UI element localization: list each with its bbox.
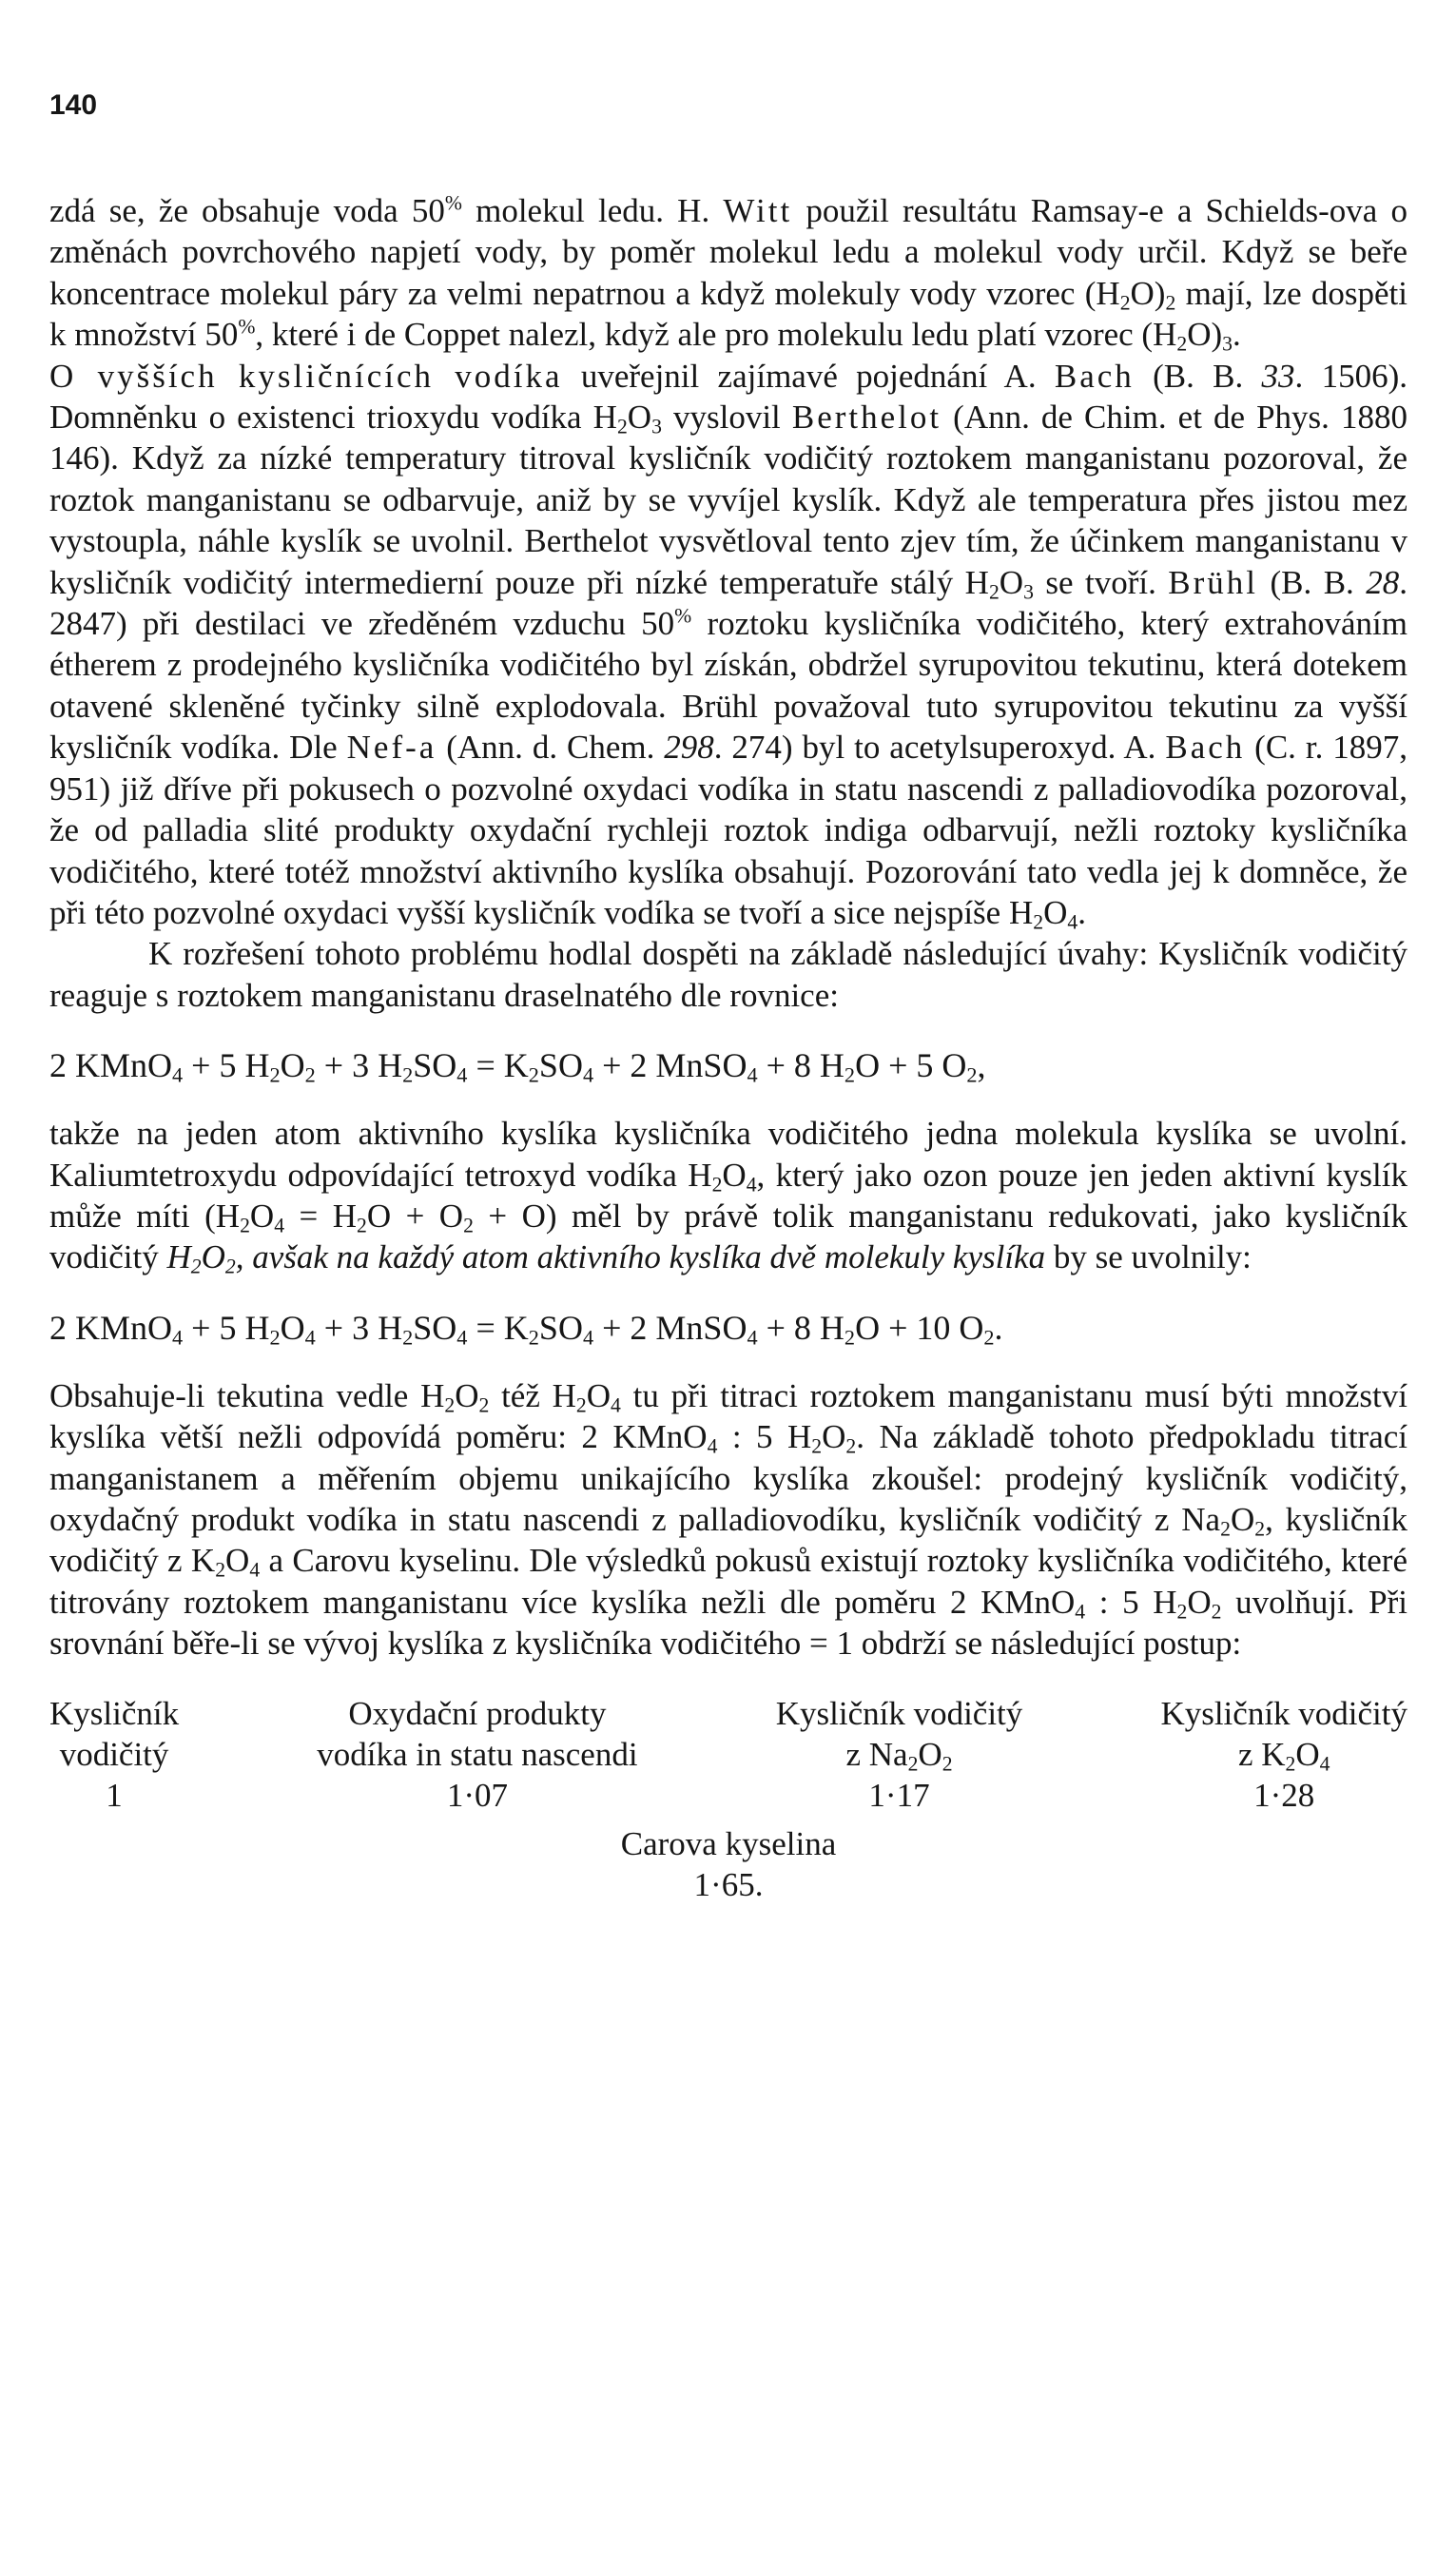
text-run: 4: [274, 1214, 285, 1237]
text-run: H: [166, 1238, 191, 1276]
text-run: (B. B.: [1258, 563, 1367, 601]
extra-value: 1·65.: [693, 1865, 764, 1903]
results-column: [317, 1693, 637, 1816]
text-run: 28: [1366, 563, 1400, 601]
text-run: (Ann. de Chim. et de Phys. 1880 146). Když za nízké temperatury titroval kysličník vodičitý roztokem manganistanu pozoroval, že roztok manganistanu se odbarvuje, aniž by se vyvíjel kyslík. Když ale temperatura přes jistou mez vystoupla, náhle kyslík se uvolnil. Berthelot vysvětloval tento zjev tím, že účinkem manganistanu v kysličník vodičitý intermedierní pouze při nízké temperatuře stálý H: [49, 399, 1408, 601]
text-run: se tvoří.: [1033, 563, 1169, 601]
text-run: O: [1230, 1500, 1255, 1538]
text-run: , avšak na každý atom aktivního kyslíka dvě molekuly kyslíka: [235, 1238, 1046, 1276]
page-number: 140: [49, 89, 98, 121]
text-run: 3: [1222, 332, 1233, 356]
text-run: O): [1187, 316, 1223, 354]
text-run: z Na: [845, 1735, 908, 1773]
results-column: [776, 1693, 1023, 1816]
text-run: (Ann. d. Chem.: [437, 729, 665, 767]
column-header-line: [1160, 1693, 1407, 1734]
paragraph: [49, 1113, 1407, 1278]
text-run: 3: [1023, 580, 1034, 604]
text-run: (C. r. 1897, 951) již dříve při pokusech o pozvolné oxydaci vodíka in statu nascendi z palladiovodíka pozoroval, že od palladia slité produkty oxydační rychleji roztok indiga odbarvují, nežli roztoky kysličníka vodičitého, které totéž množství aktivního kyslíka obsahují. Pozorování tato vedla jej k domněce, že při této pozvolné oxydaci vyšší kysličník vodíka se tvoří a sice nejspíše H: [49, 729, 1407, 931]
column-value: 1·07: [446, 1776, 508, 1814]
text-run: 2: [463, 1214, 474, 1237]
text-run: 2: [240, 1214, 250, 1237]
text-run: uvolňují. Při srovnání běře-li se vývoj kyslíka z kysličníka vodičitého = 1 obdrží se následující postup:: [49, 1583, 1407, 1663]
text-run: SO: [538, 1308, 583, 1347]
text-run: + 5 H: [183, 1308, 270, 1347]
text-run: 2: [1033, 910, 1044, 934]
text-run: molekul ledu. H.: [461, 192, 724, 229]
results-column: [49, 1693, 179, 1816]
text-run: SO: [413, 1308, 457, 1347]
text-run: O: [249, 1197, 275, 1235]
text-run: 2: [983, 1325, 995, 1350]
text-run: 2: [402, 1325, 414, 1350]
text-run: 2: [269, 1062, 281, 1087]
text-run: .: [1077, 893, 1086, 931]
text-run: použil resultátu Ramsay-e a Schields-ova o změnách povrchového napjetí vody, by poměr molekul ledu a molekul vody určil. Když se beře koncentrace molekul páry za velmi nepatrnou a když molekuly vody vzorec (H: [49, 192, 1407, 312]
text-run: : 5 H: [717, 1418, 812, 1456]
text-run: 2: [1220, 1517, 1231, 1541]
text-run: . 2847) při destilaci ve zředěném vzduchu 50: [49, 563, 1407, 643]
text-run: Oxydační produkty: [348, 1694, 607, 1732]
column-header-line: [317, 1734, 637, 1775]
results-column: [1160, 1693, 1407, 1816]
text-run: Nef-a: [346, 729, 437, 767]
text-run: 4: [456, 1062, 468, 1087]
text-run: K rozřešení tohoto problému hodlal dospěti na základě následující úvahy: Kysličník vodičitý reaguje s roztokem manganistanu draselnatého dle rovnice:: [49, 935, 1407, 1014]
text-run: 2: [224, 1255, 236, 1278]
text-run: %: [674, 604, 692, 628]
text-run: O: [225, 1542, 250, 1580]
text-run: ,: [977, 1046, 986, 1085]
text-run: , které i de Coppet nalezl, když ale pro molekulu ledu platí vzorec (H: [255, 316, 1177, 354]
text-run: + 5 H: [183, 1046, 270, 1085]
text-run: 298: [664, 729, 714, 767]
text-run: vyslovil: [661, 399, 792, 437]
column-value: 1: [106, 1776, 123, 1814]
text-run: 2: [1211, 1600, 1222, 1624]
text-run: Witt: [723, 192, 793, 229]
text-run: O + 10 O: [855, 1308, 984, 1347]
text-run: O: [627, 399, 652, 437]
column-header-line: [1160, 1734, 1407, 1775]
text-run: + 8 H: [757, 1308, 844, 1347]
text-run: 4: [747, 1325, 758, 1350]
text-run: 2: [444, 1393, 456, 1417]
text-run: 2: [1165, 291, 1176, 315]
text-run: Kysličník: [49, 1694, 180, 1732]
column-header-line: [776, 1734, 1023, 1775]
text-run: O: [280, 1308, 305, 1347]
text-run: Bach: [1054, 357, 1135, 395]
text-run: by se uvolnily:: [1045, 1238, 1252, 1276]
text-run: takže na jeden atom aktivního kyslíka kysličníka vodičitého jedna molekula kyslíka se uvolní. Kaliumtetroxydu odpovídající tetroxyd vodíka H: [49, 1115, 1407, 1194]
text-run: 2: [190, 1255, 202, 1278]
text-run: = H: [284, 1197, 357, 1235]
text-run: 4: [172, 1325, 184, 1350]
text-run: 4: [249, 1558, 261, 1582]
paragraph: [49, 356, 1407, 934]
text-run: 2: [1176, 1600, 1188, 1624]
text-run: 4: [1319, 1752, 1330, 1776]
text-run: Obsahuje-li tekutina vedle H: [49, 1376, 445, 1414]
text-run: Kysličník vodičitý: [1160, 1694, 1407, 1732]
text-run: 3: [651, 415, 662, 438]
chemical-equation: [49, 1307, 1407, 1349]
text-run: 4: [456, 1325, 468, 1350]
text-run: %: [444, 191, 462, 215]
text-run: též H: [489, 1376, 576, 1414]
text-run: 2: [616, 415, 628, 438]
text-run: O: [822, 1418, 846, 1456]
text-run: 2: [478, 1393, 490, 1417]
text-run: 2: [988, 580, 1000, 604]
text-run: O: [586, 1376, 612, 1414]
text-run: . 274) byl to acetylsuperoxyd. A.: [713, 729, 1166, 767]
text-run: O: [455, 1376, 479, 1414]
text-run: . 1506). Domněnku o existenci trioxydu vodíka H: [49, 357, 1408, 437]
text-run: + 2 MnSO: [593, 1308, 747, 1347]
results-table: [49, 1693, 1407, 1816]
text-run: uveřejnil zajímavé pojednání A.: [562, 357, 1055, 395]
text-run: 4: [1067, 910, 1078, 934]
text-run: 4: [582, 1325, 594, 1350]
paragraph: [49, 933, 1407, 1016]
text-run: tu při titraci roztokem manganistanu musí býti množství kyslíka větší nežli odpovídá poměru: 2 KMnO: [49, 1376, 1408, 1456]
text-run: 4: [172, 1062, 184, 1087]
text-run: O: [918, 1735, 942, 1773]
text-run: vodičitý: [59, 1735, 169, 1773]
text-run: vodíka in statu nascendi: [317, 1735, 638, 1773]
text-run: O: [1187, 1583, 1212, 1621]
paragraphs: [49, 190, 1407, 1665]
text-run: SO: [413, 1046, 457, 1085]
text-run: = K: [467, 1308, 529, 1347]
text-run: 2: [215, 1558, 226, 1582]
text-run: O): [1130, 274, 1166, 312]
text-run: 2: [907, 1752, 919, 1776]
column-header-line: [317, 1693, 637, 1734]
text-run: O: [201, 1238, 225, 1276]
text-run: 4: [747, 1062, 758, 1087]
text-run: 2: [575, 1393, 587, 1417]
text-run: 2: [356, 1214, 367, 1237]
text-run: a Carovu kyselinu. Dle výsledků pokusů existují roztoky kysličníka vodičitého, které titrovány roztokem manganistanu více kyslíka nežli dle poměru 2 KMnO: [49, 1542, 1407, 1621]
text-run: 4: [746, 1172, 757, 1196]
text-run: Bach: [1165, 729, 1246, 767]
text-run: O: [280, 1046, 305, 1085]
text-run: mají, lze dospěti k množství 50: [49, 274, 1407, 354]
text-run: z K: [1237, 1735, 1286, 1773]
text-run: O: [722, 1156, 747, 1194]
text-run: + O) měl by právě tolik manganistanu redukovati, jako kysličník vodičitý: [49, 1197, 1408, 1276]
text-run: .: [1233, 316, 1241, 354]
paragraph: [49, 190, 1407, 356]
text-run: 2: [1119, 291, 1131, 315]
column-value: 1·17: [868, 1776, 930, 1814]
text-run: 2 KMnO: [49, 1308, 173, 1347]
text-run: .: [994, 1308, 1003, 1347]
text-run: 2: [811, 1434, 823, 1458]
text-run: 2: [844, 1062, 856, 1087]
paragraph: [49, 1375, 1407, 1665]
text-run: 2 KMnO: [49, 1046, 173, 1085]
text-run: 2: [844, 1325, 856, 1350]
results-extra: [49, 1823, 1407, 1905]
text-run: 33: [1261, 357, 1295, 395]
text-run: 2: [845, 1434, 857, 1458]
text-run: 2: [402, 1062, 414, 1087]
column-header-line: [776, 1693, 1023, 1734]
text-run: O + 5 O: [855, 1046, 967, 1085]
text-run: Berthelot: [791, 399, 942, 437]
text-run: 2: [269, 1325, 281, 1350]
text-run: + 8 H: [757, 1046, 844, 1085]
column-header-line: [49, 1734, 179, 1775]
text-run: 4: [707, 1434, 718, 1458]
text-run: + 3 H: [315, 1046, 403, 1085]
text-run: 2: [528, 1062, 539, 1087]
text-run: , kysličník vodičitý z K: [49, 1500, 1408, 1580]
text-run: 2: [1285, 1752, 1296, 1776]
text-run: , který jako ozon pouze jen jeden aktivní kyslík může míti (H: [49, 1156, 1407, 1235]
text-run: + 3 H: [315, 1308, 403, 1347]
text-run: 2: [528, 1325, 539, 1350]
text-run: 2: [966, 1062, 978, 1087]
text-run: 2: [1176, 332, 1188, 356]
text-run: 4: [304, 1325, 316, 1350]
text-run: O: [1295, 1735, 1320, 1773]
chemical-equation: [49, 1044, 1407, 1086]
text-run: O: [1043, 893, 1068, 931]
text-run: 4: [1075, 1600, 1086, 1624]
column-value: 1·28: [1253, 1776, 1315, 1814]
text-run: 2: [1254, 1517, 1266, 1541]
text-run: = K: [467, 1046, 529, 1085]
text-run: zdá se, že obsahuje voda 50: [49, 192, 445, 229]
text-run: 4: [582, 1062, 594, 1087]
text-run: (B. B.: [1134, 357, 1262, 395]
text-run: O vyšších kysličnících vodíka: [49, 357, 563, 395]
text-run: 2: [942, 1752, 953, 1776]
text-run: roztoku kysličníka vodičitého, který extrahováním étherem z prodejného kysličníka vodičitého byl získán, obdržel syrupovitou tekutinu, která dotekem otavené skleněné tyčinky silně explodovala. Brühl považoval tuto syrupovitou tekutinu za vyšší kysličník vodíka. Dle: [49, 605, 1407, 767]
text-run: 2: [304, 1062, 316, 1087]
text-run: Brühl: [1168, 563, 1259, 601]
text-run: O: [999, 563, 1024, 601]
text-run: SO: [538, 1046, 583, 1085]
text-run: : 5 H: [1085, 1583, 1177, 1621]
text-run: . Na základě tohoto předpokladu titrací manganistanem a měřením objemu unikajícího kyslíka zkoušel: prodejný kysličník vodičitý, oxydačný produkt vodíka in statu nascendi z palladiovodíku, kysličník vodičitý z Na: [49, 1418, 1408, 1538]
text-run: Kysličník vodičitý: [775, 1694, 1023, 1732]
text-run: + 2 MnSO: [593, 1046, 747, 1085]
text-run: O + O: [366, 1197, 464, 1235]
text-run: 2: [711, 1172, 723, 1196]
extra-label: Carova kyselina: [620, 1824, 837, 1862]
body-text: [49, 190, 1407, 1905]
text-run: 4: [611, 1393, 621, 1417]
text-run: %: [238, 315, 256, 339]
column-header-line: [49, 1693, 179, 1734]
